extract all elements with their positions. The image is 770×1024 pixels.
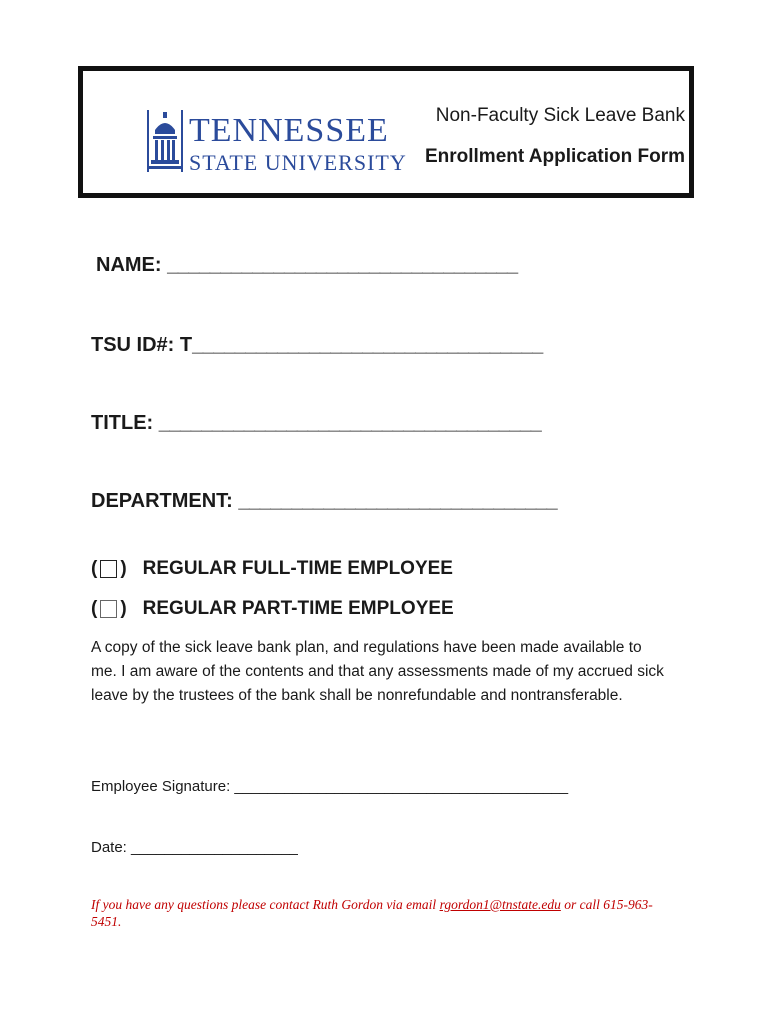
name-blank[interactable]: _________________________________ [167, 254, 518, 276]
paren-open: ( [91, 598, 98, 619]
signature-label: Employee Signature: [91, 778, 231, 795]
department-blank[interactable]: ______________________________ [238, 490, 558, 512]
title-blank[interactable]: ____________________________________ [158, 412, 542, 434]
part-time-option[interactable] [91, 598, 454, 620]
tsu-id-blank[interactable]: _________________________________ [192, 334, 543, 356]
acknowledgement-statement: A copy of the sick leave bank plan, and regulations have been made available to me. I am aware of the contents and that any assessments made of my accrued sick leave by the trustees of the bank shall be nonrefundable and nontransferable. [91, 639, 664, 704]
contact-text-before: If you have any questions please contact Ruth Gordon via email [91, 897, 440, 912]
part-time-checkbox[interactable] [100, 600, 117, 618]
logo-wordmark-line1: TENNESSEE [189, 112, 389, 149]
contact-text-after: or call 615-963-5451. [91, 897, 653, 929]
form-subtitle: Non-Faculty Sick Leave Bank [435, 105, 685, 126]
date-label: Date: [91, 839, 127, 856]
name-field[interactable] [96, 254, 518, 277]
tennessee-state-university-logo [143, 108, 407, 178]
paren-close: ) [120, 598, 127, 619]
part-time-label: REGULAR PART-TIME EMPLOYEE [142, 598, 454, 619]
full-time-option[interactable] [91, 558, 453, 580]
form-header [78, 66, 694, 198]
tsu-id-field[interactable] [91, 334, 543, 357]
form-title: Enrollment Application Form [424, 146, 685, 167]
signature-field[interactable] [91, 778, 568, 795]
title-field[interactable] [91, 412, 541, 435]
paren-open: ( [91, 558, 98, 579]
signature-blank[interactable]: ________________________________________ [234, 778, 569, 795]
department-field[interactable] [91, 490, 557, 513]
university-building-icon [143, 108, 187, 174]
paren-close: ) [120, 558, 127, 579]
name-label: NAME: [96, 254, 162, 276]
title-label: TITLE: [91, 412, 154, 434]
full-time-label: REGULAR FULL-TIME EMPLOYEE [142, 558, 453, 579]
logo-wordmark-line2: STATE UNIVERSITY [189, 150, 407, 175]
department-label: DEPARTMENT: [91, 490, 233, 512]
contact-note [91, 896, 681, 930]
date-blank[interactable]: ____________________ [131, 839, 298, 856]
full-time-checkbox[interactable] [100, 560, 117, 578]
tsu-id-label: TSU ID#: T [91, 334, 193, 356]
contact-email-link[interactable]: rgordon1@tnstate.edu [439, 897, 561, 912]
date-field[interactable] [91, 839, 298, 856]
